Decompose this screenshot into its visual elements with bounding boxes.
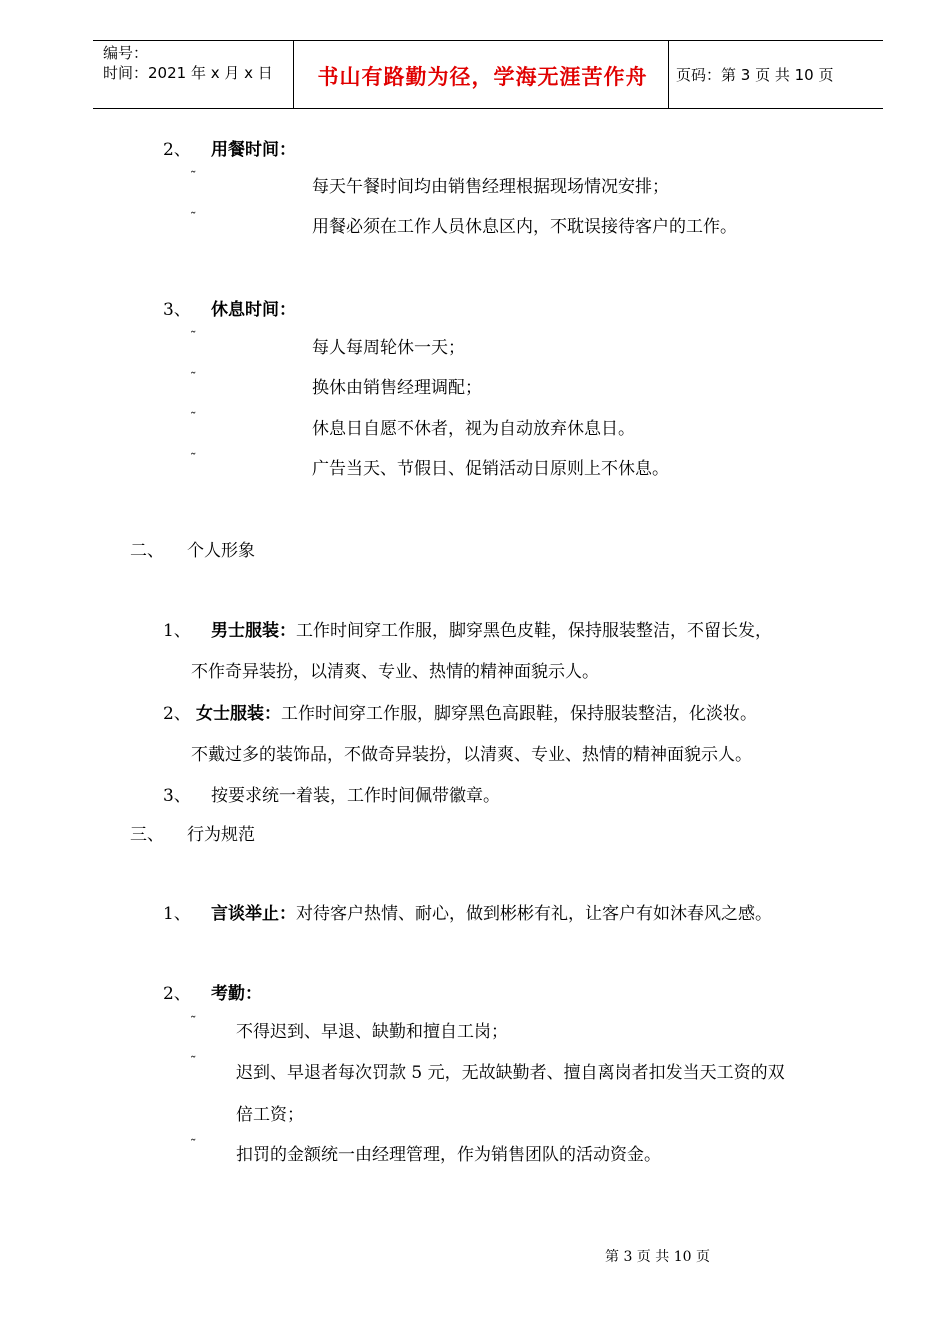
item-text-cont: 不作奇异装扮，以清爽、专业、热情的精神面貌示人。 [191,662,599,682]
bullet-text: 每人每周轮休一天； [312,338,465,358]
bullet-text: 广告当天、节假日、促销活动日原则上不休息。 [312,459,669,479]
item-label: 女士服装： [196,704,281,724]
bullet-icon: ˜ [190,170,197,185]
section-title: 用餐时间： [211,140,296,160]
item-text: 按要求统一着装，工作时间佩带徽章。 [211,786,500,806]
item-number: 3、 [163,786,191,806]
bullet-icon: ˜ [190,1015,197,1030]
bullet-text: 不得迟到、早退、缺勤和擅自工岗； [236,1022,508,1042]
page-header [93,40,883,109]
item-text-cont: 不戴过多的装饰品，不做奇异装扮，以清爽、专业、热情的精神面貌示人。 [191,745,752,765]
bullet-icon: ˜ [190,330,197,345]
page-footer: 第 3 页 共 10 页 [605,1249,710,1265]
bullet-icon: ˜ [190,1138,197,1153]
header-motto: 书山有路勤为径，学海无涯苦作舟 [317,64,648,89]
header-meta [103,43,273,83]
part-number: 三、 [130,825,164,845]
item-text: 工作时间穿工作服，脚穿黑色皮鞋，保持服装整洁，不留长发， [296,621,772,641]
bullet-icon: ˜ [190,371,197,386]
part-title: 行为规范 [187,825,255,845]
item-number: 2、 [163,984,191,1004]
section-number: 3、 [163,300,191,320]
doc-number-label: 编号： [103,44,149,62]
doc-time-label: 时间：2021 年 x 月 x 日 [103,64,273,82]
bullet-text-cont: 倍工资； [236,1105,304,1125]
bullet-icon: ˜ [190,1055,197,1070]
bullet-icon: ˜ [190,452,197,467]
header-divider [293,41,294,108]
bullet-text: 迟到、早退者每次罚款 5 元，无故缺勤者、擅自离岗者扣发当天工资的双 [236,1063,785,1083]
item-text: 对待客户热情、耐心，做到彬彬有礼，让客户有如沐春风之感。 [296,904,772,924]
part-number: 二、 [130,541,164,561]
bullet-icon: ˜ [190,411,197,426]
part-title: 个人形象 [187,541,255,561]
item-line [196,703,757,725]
item-label: 考勤： [211,984,262,1004]
bullet-text: 换休由销售经理调配； [312,378,482,398]
item-text: 工作时间穿工作服，脚穿黑色高跟鞋，保持服装整洁，化淡妆。 [281,704,757,724]
item-label: 言谈举止： [211,904,296,924]
bullet-icon: ˜ [190,211,197,226]
section-title: 休息时间： [211,300,296,320]
item-label: 男士服装： [211,621,296,641]
bullet-text: 休息日自愿不休者，视为自动放弃休息日。 [312,419,635,439]
item-number: 1、 [163,621,191,641]
bullet-text: 每天午餐时间均由销售经理根据现场情况安排； [312,177,669,197]
item-line [211,620,772,642]
item-number: 2、 [163,704,191,724]
section-number: 2、 [163,140,191,160]
item-number: 1、 [163,904,191,924]
item-line [211,903,772,925]
header-page-info: 页码：第 3 页 共 10 页 [676,66,834,84]
bullet-text: 用餐必须在工作人员休息区内，不耽误接待客户的工作。 [312,217,737,237]
bullet-text: 扣罚的金额统一由经理管理，作为销售团队的活动资金。 [236,1145,661,1165]
